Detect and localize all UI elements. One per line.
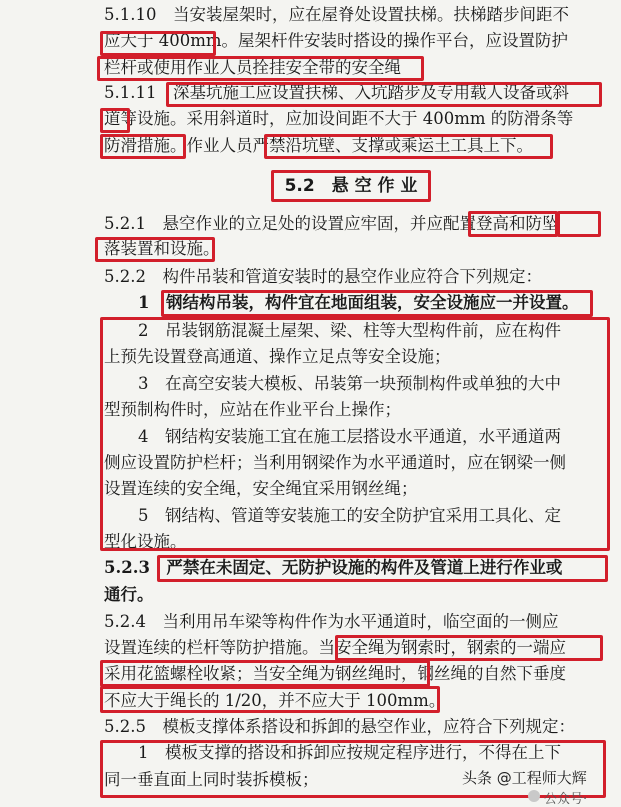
watermark-text: 头条 @工程师大辉 [462,769,587,787]
text-line: 上预先设置登高通道、操作立足点等安全设施； [104,347,451,366]
text-line: 同一垂直面上同时装拆模板； [104,770,319,789]
text-line: 5.1.10 当安装屋架时，应在屋脊处设置扶梯。扶梯踏步间距不 [104,5,569,24]
text-line: 采用花篮螺栓收紧；当安全绳为钢丝绳时，钢丝绳的自然下垂度 [104,664,566,683]
text-line: 通行。 [104,585,154,604]
text-line: 设置连续的栏杆等防护措施。当安全绳为钢索时，钢索的一端应 [104,638,566,657]
text-line: 5.1.11 深基坑施工应设置扶梯、入坑踏步及专用载人设备或斜 [104,83,569,102]
section-heading: 5.2 悬 空 作 业 [284,176,418,196]
list-item: 1 模板支撑的搭设和拆卸应按规定程序进行，不得在上下 [138,743,561,762]
text-line: 5.2.2 构件吊装和管道安装时的悬空作业应符合下列规定： [104,267,542,286]
list-item: 4 钢结构安装施工宜在施工层搭设水平通道，水平通道两 [138,427,561,446]
text-line: 5.2.5 模板支撑体系搭设和拆卸的悬空作业，应符合下列规定： [104,717,575,736]
text-line: 型化设施。 [104,532,187,551]
list-item: 1 钢结构吊装，构件宜在地面组装，安全设施应一并设置。 [138,293,579,312]
text-line: 不应大于绳长的 1/20，并不应大于 100mm。 [104,691,446,710]
text-line: 5.2.3 严禁在未固定、无防护设施的构件及管道上进行作业或 [104,558,563,577]
text-line: 设置连续的安全绳，安全绳宜采用钢丝绳； [104,479,418,498]
list-item: 5 钢结构、管道等安装施工的安全防护宜采用工具化、定 [138,506,561,525]
text-line: 道等设施。采用斜道时，应加设间距不大于 400mm 的防滑条等 [104,109,574,128]
text-line: 栏杆或使用作业人员拴挂安全带的安全绳 [104,58,401,77]
text-line: 型预制构件时，应站在作业平台上操作； [104,400,401,419]
wechat-logo-icon [528,790,540,802]
text-line: 5.2.4 当利用吊车梁等构件作为水平通道时，临空面的一侧应 [104,612,559,631]
text-line: 落装置和设施。 [104,239,220,258]
text-line: 应大于 400mm。屋架杆件安装时搭设的操作平台，应设置防护 [104,31,569,50]
text-line: 防滑措施。作业人员严禁沿坑壁、支撑或乘运土工具上下。 [104,136,533,155]
watermark-secondary: 公众号· [544,792,588,807]
list-item: 2 吊装钢筋混凝土屋架、梁、柱等大型构件前，应在构件 [138,321,561,340]
list-item: 3 在高空安装大模板、吊装第一块预制构件或单独的大中 [138,374,561,393]
text-line: 侧应设置防护栏杆；当利用钢梁作为水平通道时，应在钢梁一侧 [104,453,566,472]
text-line: 5.2.1 悬空作业的立足处的设置应牢固，并应配置登高和防坠 [104,214,559,233]
